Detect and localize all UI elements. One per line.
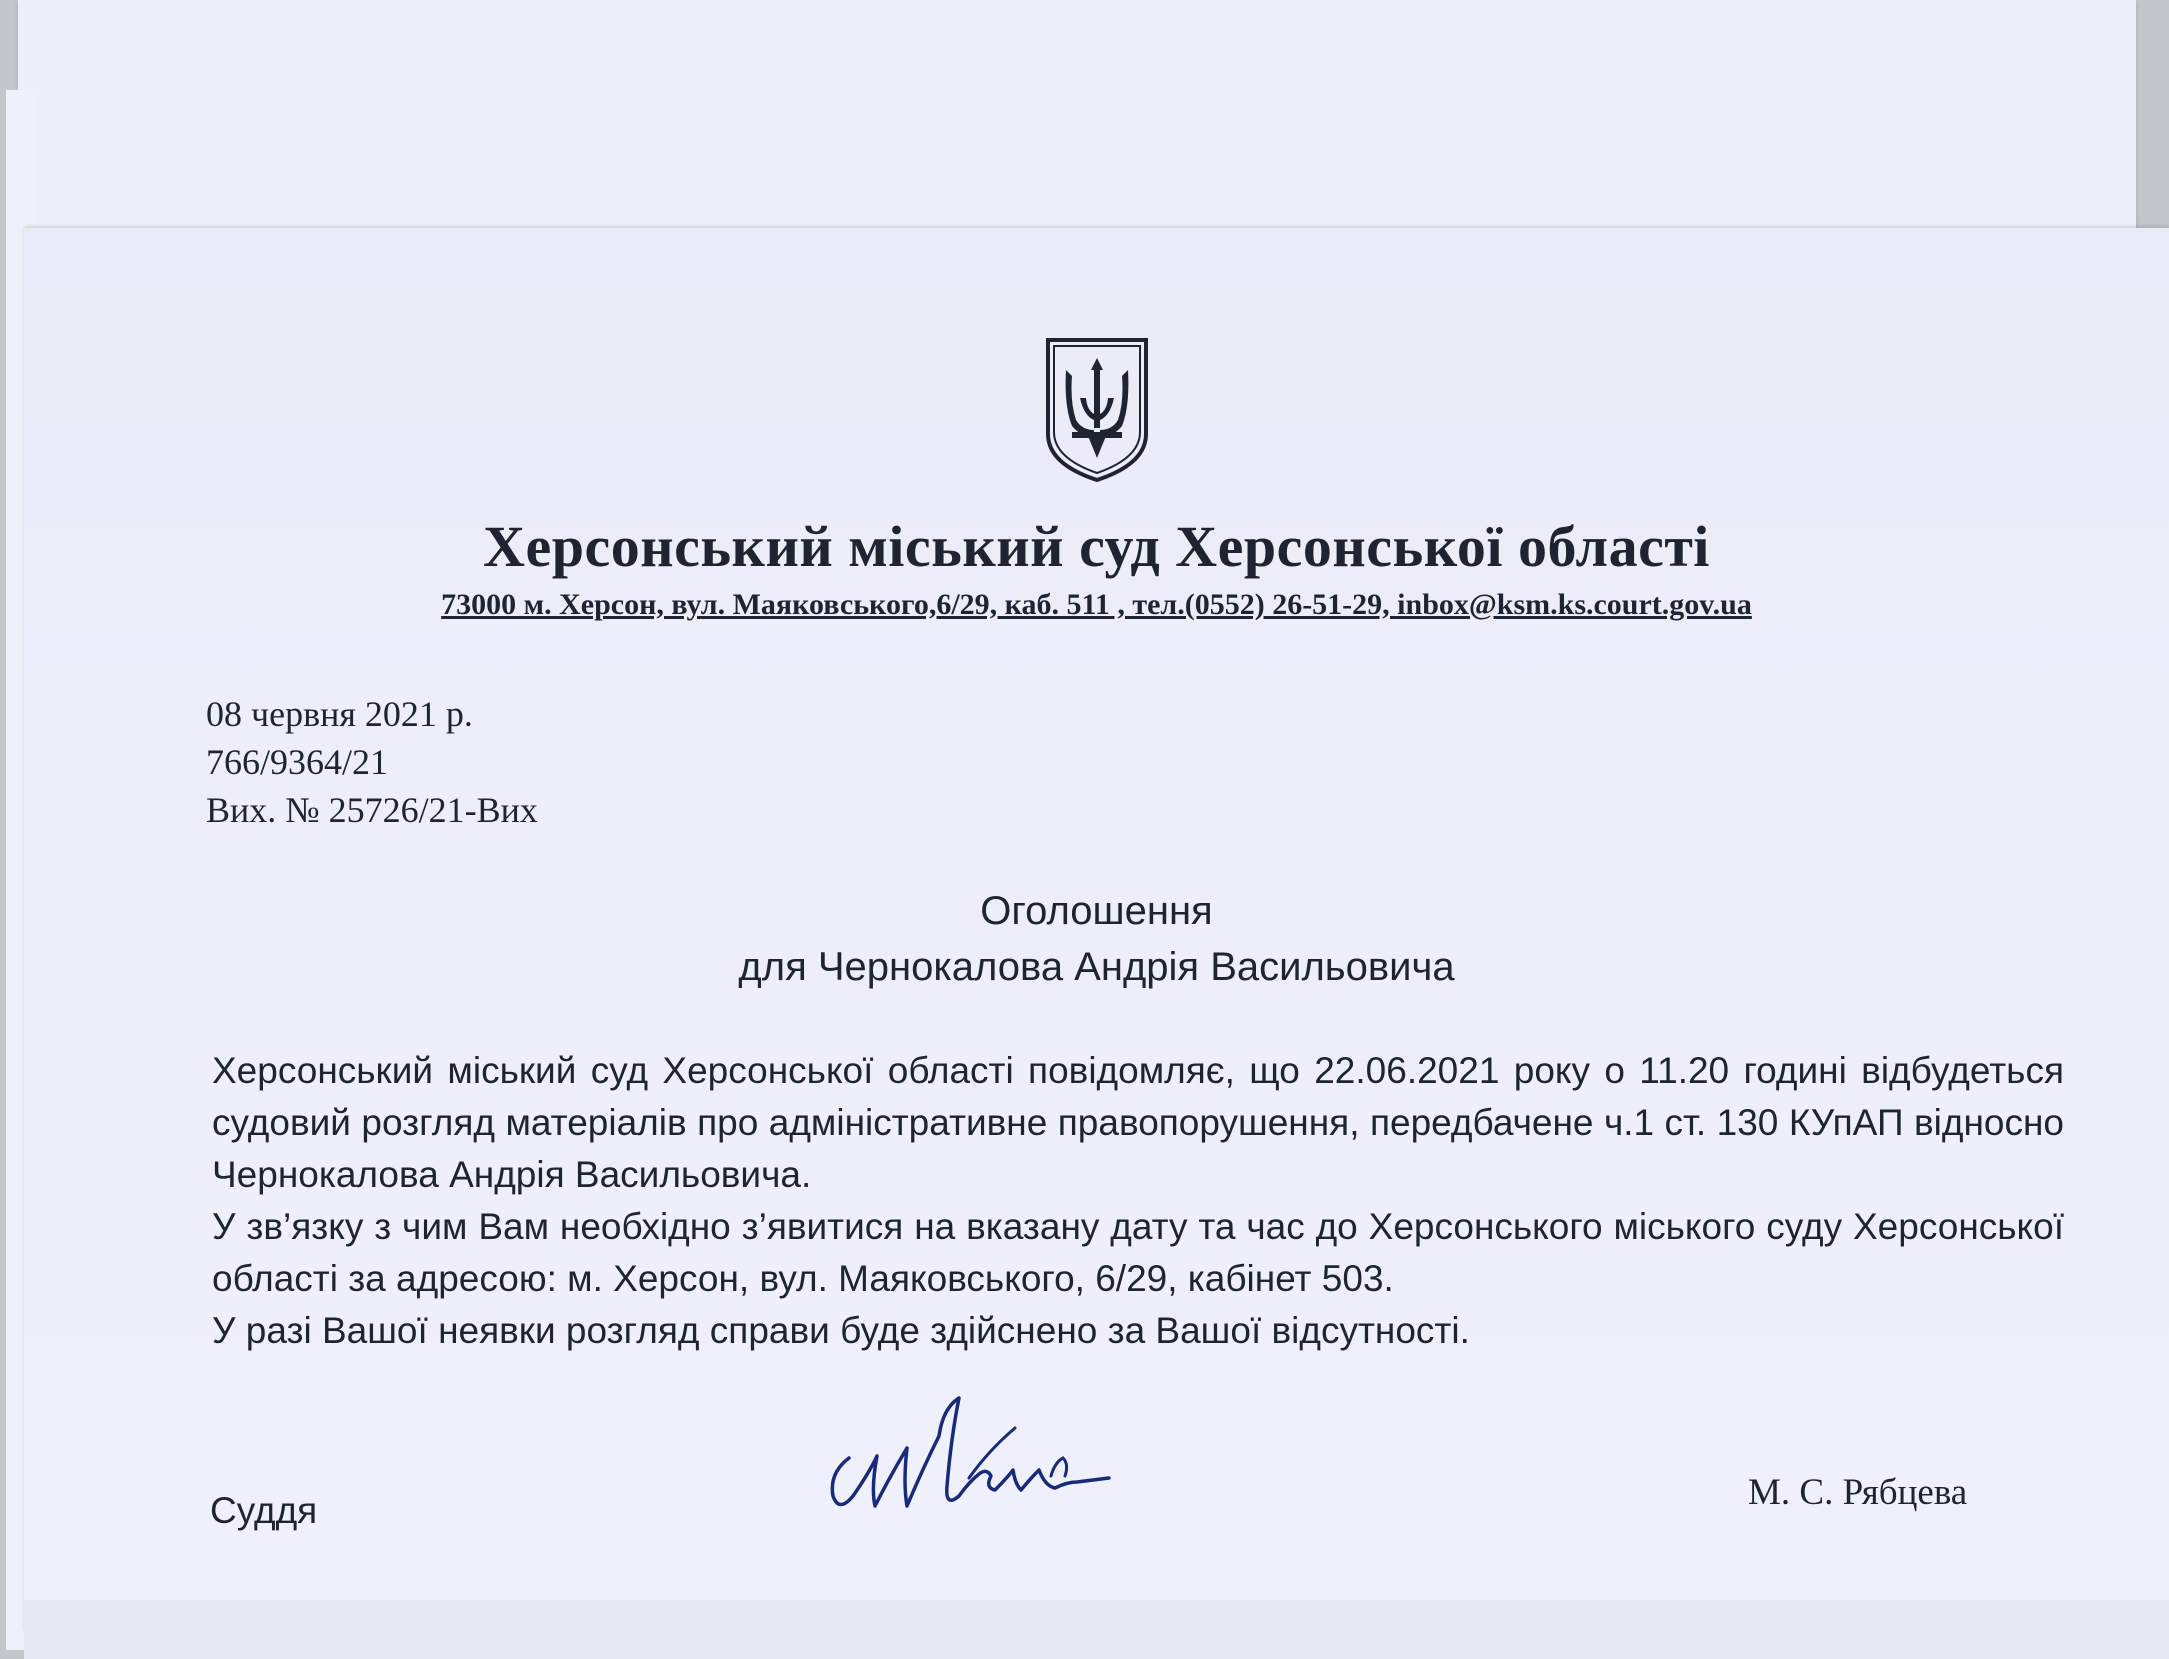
court-letter-page [24,228,2169,1633]
judge-name: М. С. Рябцева [1748,1472,1968,1513]
body-paragraph: У разі Вашої неявки розгляд справи буде здійснено за Вашої відсутності. [212,1310,1470,1351]
document-meta [206,690,538,834]
court-title: Херсонський міський суд Херсонської області [483,514,1710,579]
handwritten-signature [819,1378,1149,1528]
judge-label: Суддя [210,1490,318,1531]
case-number: 766/9364/21 [206,742,389,782]
announcement-heading [24,883,2169,995]
announcement-recipient: для Чернокалова Андрія Васильовича [738,945,1455,989]
document-date: 08 червня 2021 р. [206,694,473,734]
outgoing-number: Вих. № 25726/21-Вих [206,790,538,830]
paper-bottom-edge [24,1600,2169,1659]
court-address: 73000 м. Херсон, вул. Маяковського,6/29, каб. 511 , тел.(0552) 26-51-29, inbox@ksm.ks.court.gov.ua [441,588,1752,621]
coat-of-arms-icon [1042,336,1152,484]
body-paragraph: У зв’язку з чим Вам необхідно з’явитися на вказану дату та час до Херсонського міського суду Херсонської області за адресою: м. Херсон, вул. Маяковського, 6/29, кабінет 503. [212,1206,2064,1299]
body-paragraph: Херсонський міський суд Херсонської області повідомляє, що 22.06.2021 року о 11.20 годині відбудеться судовий розгляд матеріалів про адміністративне правопорушення, передбачене ч.1 ст. 130 КУпАП відносно Чернокалова Андрія Васильовича. [212,1050,2064,1195]
announcement-title: Оголошення [980,889,1213,933]
announcement-body [212,1045,2064,1357]
